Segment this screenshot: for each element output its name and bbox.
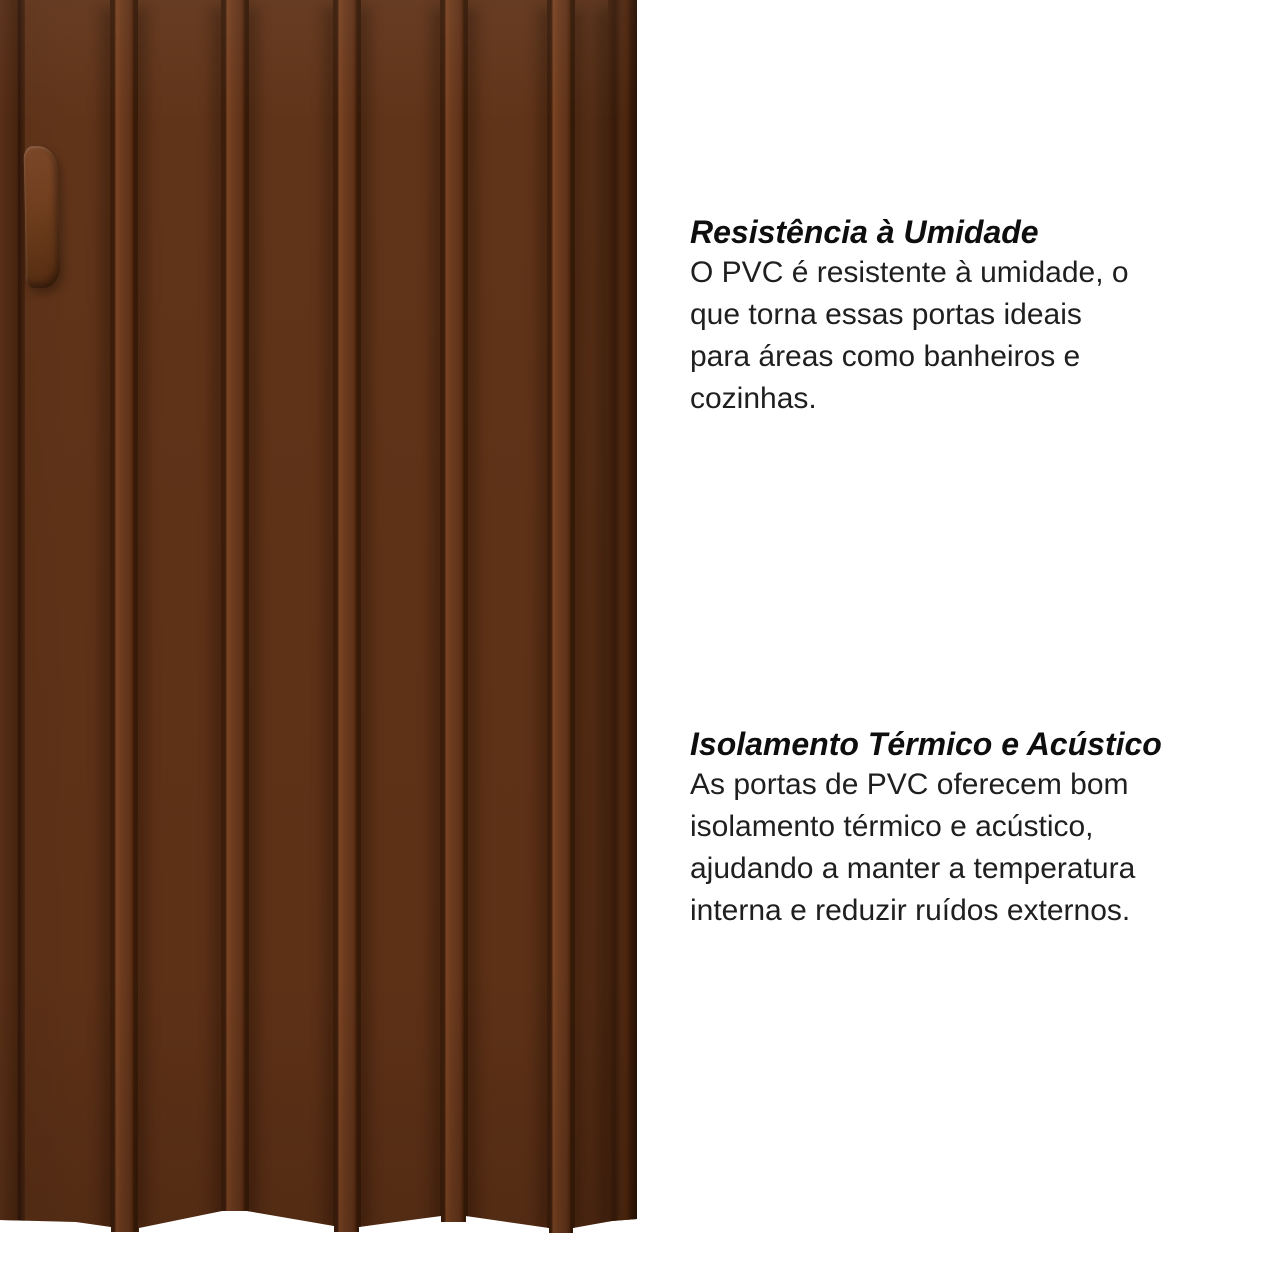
door-left-edge [0,0,18,1236]
feature-title: Isolamento Térmico e Acústico [690,726,1162,762]
feature-text-line: para áreas como banheiros e [690,340,1081,373]
door-groove [221,0,249,1236]
feature-text-line: que torna essas portas ideais [690,298,1082,331]
feature-text-line: isolamento térmico e acústico, [690,810,1094,843]
feature-text-line: interna e reduzir ruídos externos. [690,894,1131,927]
feature-text-line: O PVC é resistente à umidade, o [690,256,1129,289]
door-shading-overlay [0,0,637,1236]
feature-title: Resistência à Umidade [690,214,1039,250]
feature-section-umidade [690,212,1220,420]
feature-text-line: cozinhas. [690,382,817,415]
feature-text-line: ajudando a manter a temperatura [690,852,1136,885]
door-groove [110,0,138,1236]
feature-section-isolamento [690,724,1220,932]
door-image [0,0,637,1236]
door-groove [333,0,361,1236]
door-right-edge [608,0,637,1236]
feature-text-line: As portas de PVC oferecem bom [690,768,1129,801]
door-groove [440,0,468,1236]
door-handle [24,146,61,289]
door-groove [547,0,575,1236]
